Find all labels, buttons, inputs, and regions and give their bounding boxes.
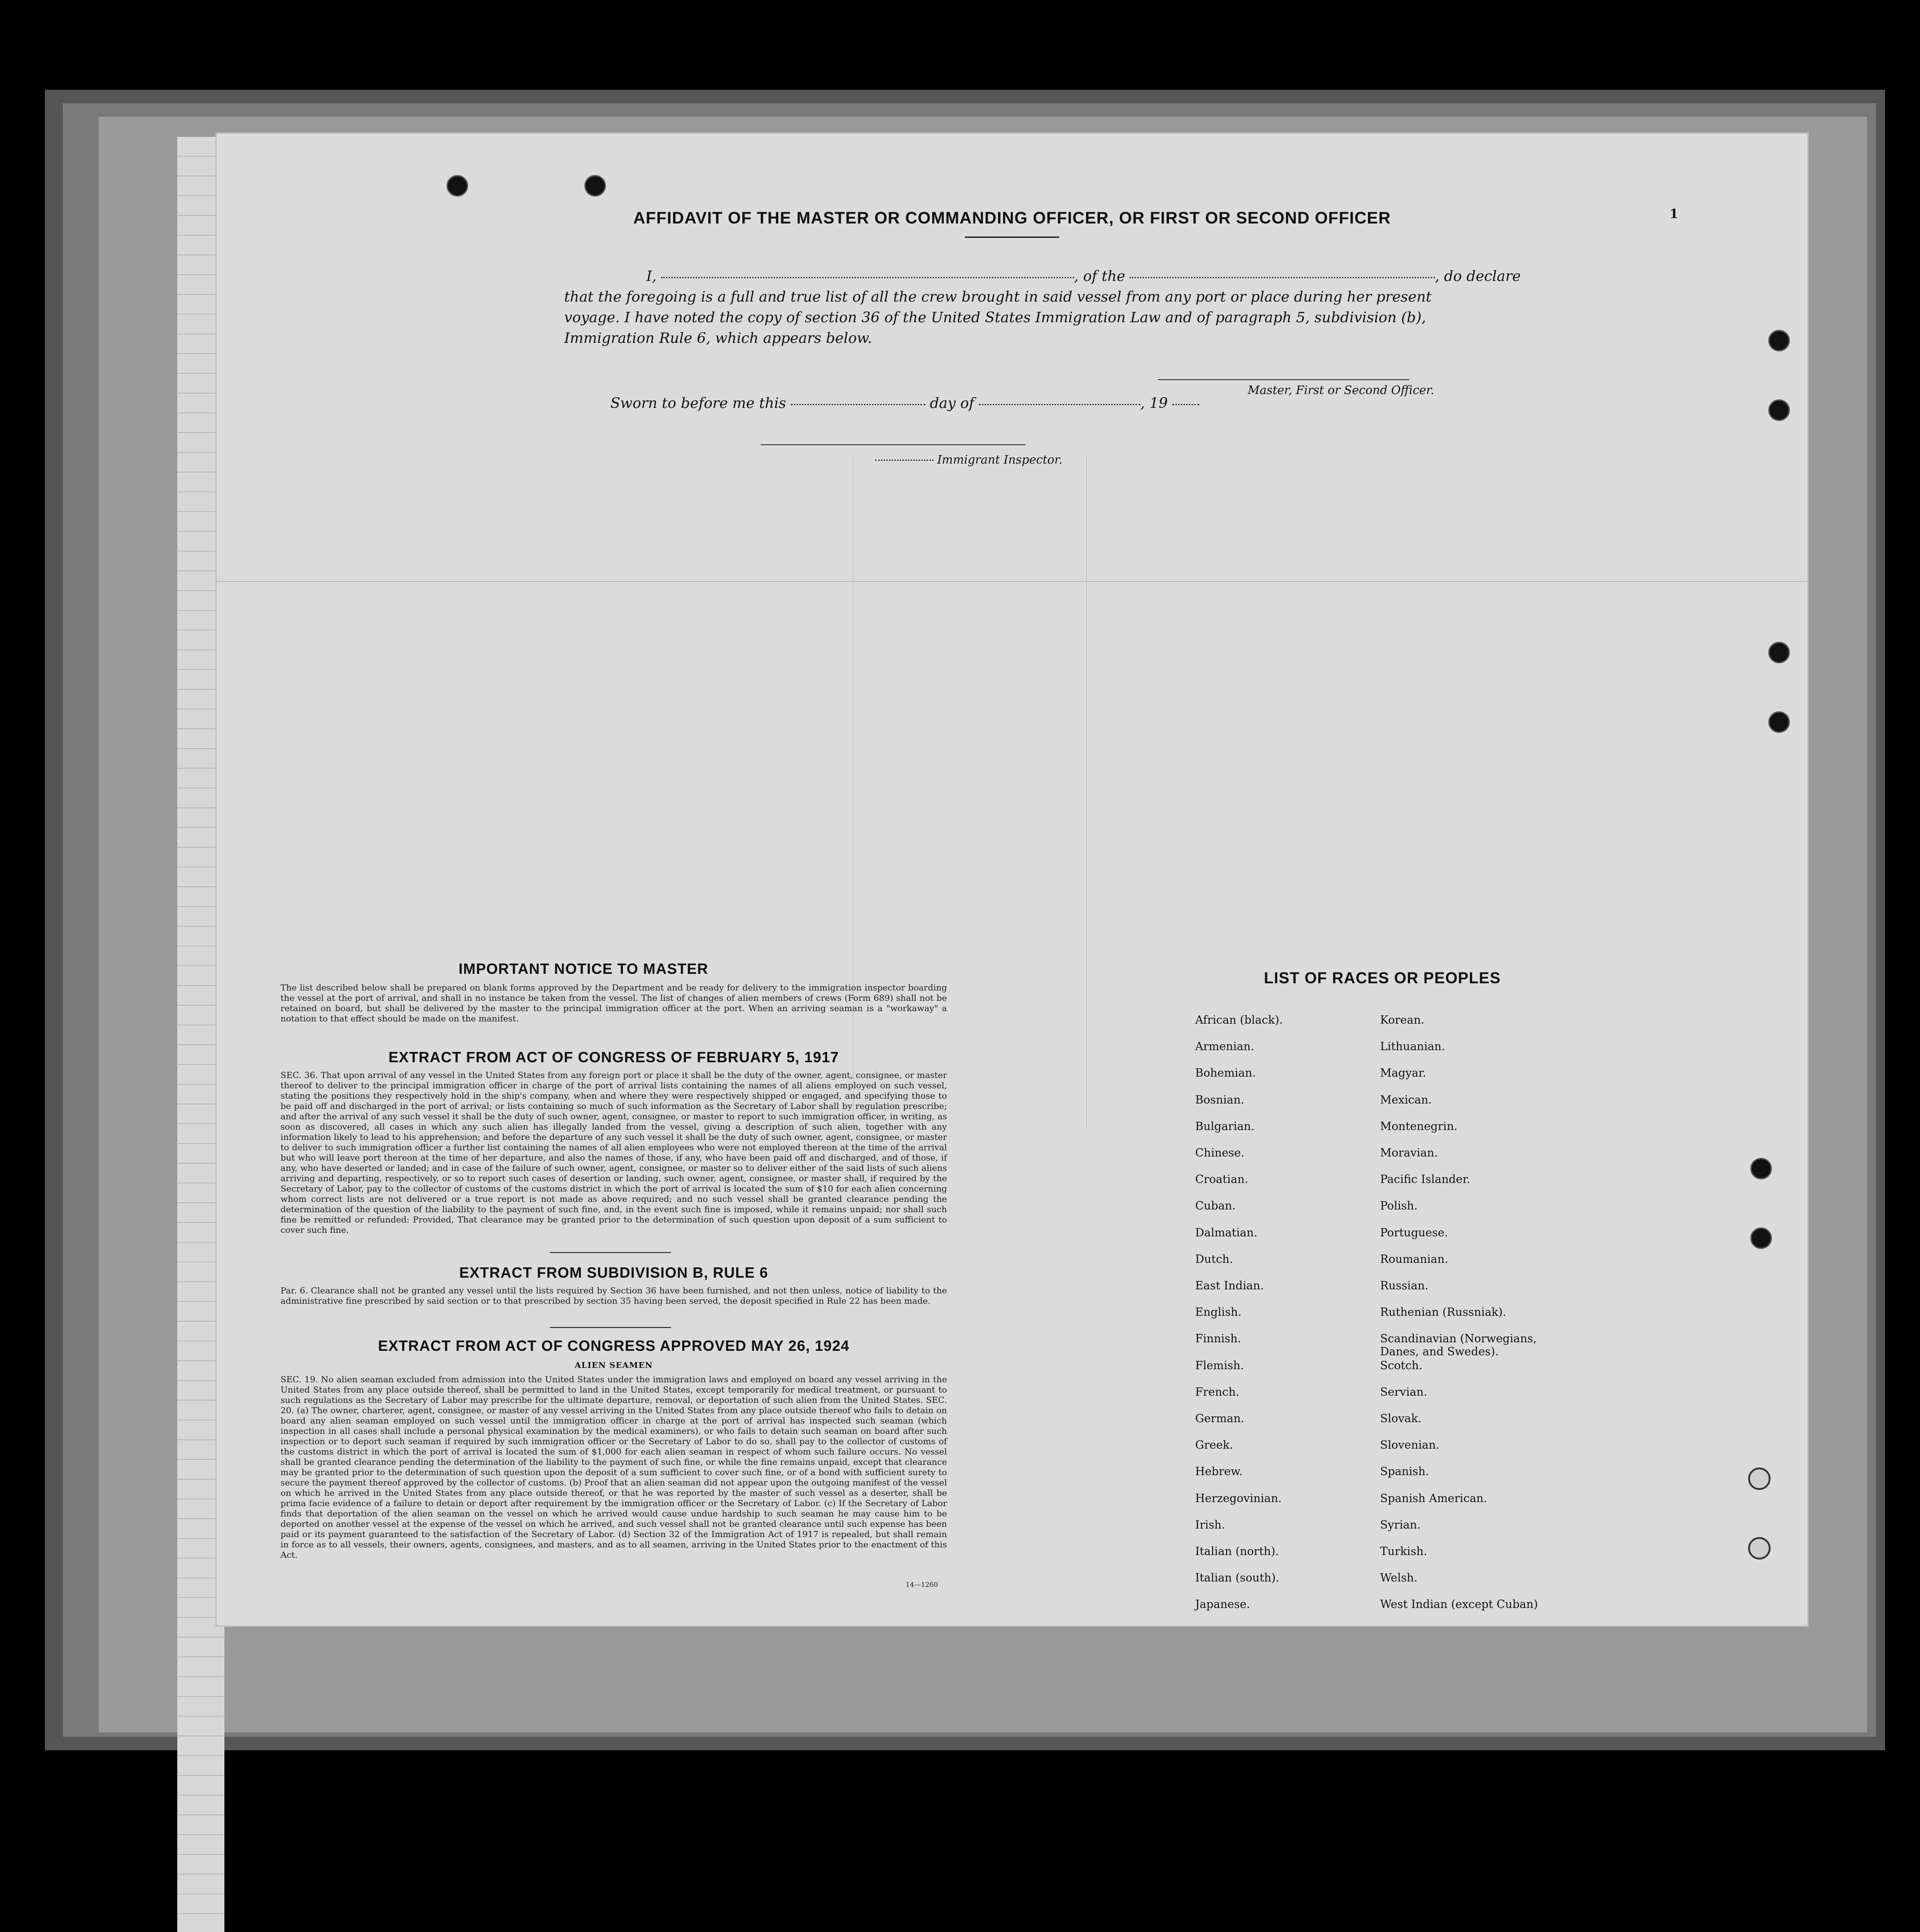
punch-hole [447,175,468,197]
race-item: Flemish. [1195,1358,1244,1372]
sworn-prefix: Sworn to before me this [610,394,786,412]
race-item: Roumanian. [1380,1252,1448,1266]
affidavit-i: I, [646,267,657,285]
race-item: Japanese. [1195,1598,1250,1611]
races-title: LIST OF RACES OR PEOPLES [1264,969,1501,987]
inspector-caption: Immigrant Inspector. [937,453,1063,467]
punch-hole [1748,1468,1771,1490]
race-item: African (black). [1195,1013,1283,1026]
master-signature-line [1158,379,1409,380]
race-item: Italian (north). [1195,1545,1279,1558]
race-item: Magyar. [1380,1066,1426,1080]
race-item: Finnish. [1195,1332,1241,1345]
extract-1917-title: EXTRACT FROM ACT OF CONGRESS OF FEBRUARY 5, 1917 [388,1049,839,1065]
punch-hole [1768,711,1790,733]
race-item: Moravian. [1380,1146,1438,1159]
sworn-day: day of [929,394,974,412]
race-item: East Indian. [1195,1279,1264,1292]
race-item: Montenegrin. [1380,1119,1458,1133]
race-item: Turkish. [1380,1545,1427,1558]
bleed-through-column [853,456,854,1129]
race-item: Spanish. [1380,1465,1429,1478]
punch-hole [1768,642,1790,663]
punch-hole [1768,330,1790,351]
affidavit-declare: , do declare [1435,267,1521,285]
notice-text: The list described below shall be prepared on blank forms approved by the Department and be ready for delivery to the immigration inspector boarding the vessel at the port of arrival, and shall in no instance be taken from the vessel. The list of changes of alien members of crews (Form 689) shall not be retained on board, but shall be delivered by the master to the principal immigration officer at the port. When an arriving seaman is a "workaway" a notation to that effect should be made on the manifest. [281,983,947,1024]
race-item: Herzegovinian. [1195,1491,1282,1505]
bleed-through-line [215,581,1809,582]
race-item: Bulgarian. [1195,1119,1255,1133]
affidavit-line-2: that the foregoing is a full and true list of all the crew brought in said vessel from any port or place during her present [564,288,1432,305]
extract-1924-title: EXTRACT FROM ACT OF CONGRESS APPROVED MAY 26, 1924 [378,1337,850,1354]
race-item: Welsh. [1380,1571,1418,1585]
form-sheet [215,132,1809,1627]
race-item: Pacific Islander. [1380,1173,1470,1186]
race-item: Slovenian. [1380,1438,1440,1452]
punch-hole [1750,1158,1772,1179]
inspector-blank [875,460,934,461]
race-item: Irish. [1195,1518,1225,1531]
race-item: Bohemian. [1195,1066,1256,1080]
race-item: English. [1195,1306,1242,1319]
notice-title: IMPORTANT NOTICE TO MASTER [458,960,709,977]
inspector-signature-line [761,444,1026,445]
race-item: Croatian. [1195,1173,1249,1186]
race-item: Bosnian. [1195,1093,1245,1106]
punch-hole [1768,399,1790,421]
name-blank [661,277,1074,278]
page-number: 1 [1670,206,1679,221]
extract-rule6-title: EXTRACT FROM SUBDIVISION B, RULE 6 [459,1264,768,1281]
punch-hole [584,175,606,197]
race-item: Spanish American. [1380,1491,1487,1505]
race-item: German. [1195,1412,1245,1425]
extract-1924-subtitle: ALIEN SEAMEN [574,1361,653,1370]
affidavit-line-1 [624,266,1679,286]
sworn-day-blank [791,404,925,405]
affidavit-line-4: Immigration Rule 6, which appears below. [564,329,872,346]
race-item: Dalmatian. [1195,1226,1258,1239]
race-item: Lithuanian. [1380,1040,1445,1053]
form-number: 14—1260 [905,1581,938,1589]
race-item: Servian. [1380,1385,1427,1398]
race-item: Armenian. [1195,1040,1254,1053]
race-item: Greek. [1195,1438,1233,1452]
inspector-caption-row [875,453,1062,467]
race-item: Mexican. [1380,1093,1432,1106]
vessel-blank [1130,277,1435,278]
affidavit-title: AFFIDAVIT OF THE MASTER OR COMMANDING OFFICER, OR FIRST OR SECOND OFFICER [633,209,1391,227]
race-item: Portuguese. [1380,1226,1448,1239]
divider [550,1252,671,1253]
race-item: Ruthenian (Russniak). [1380,1306,1507,1319]
race-item: Hebrew. [1195,1465,1243,1478]
race-item: Russian. [1380,1279,1429,1292]
race-item: Chinese. [1195,1146,1245,1159]
race-item: Italian (south). [1195,1571,1280,1585]
race-item: French. [1195,1385,1240,1398]
sworn-month-blank [979,404,1140,405]
affidavit-line-3: voyage. I have noted the copy of section 36 of the United States Immigration Law and of paragraph 5, subdivision (b), [564,309,1426,326]
sworn-line [610,393,1199,413]
sworn-year: , 19 [1140,394,1168,412]
punch-hole [1748,1537,1771,1560]
race-item: Syrian. [1380,1518,1421,1531]
extract-1917-text: SEC. 36. That upon arrival of any vessel in the United States from any foreign port or place it shall be the duty of the owner, agent, consignee, or master thereof to deliver to the principal immigration officer in charge of the port of arrival lists containing the names of all aliens employed on such vessel, stating the positions they respectively hold in the ship's company, when and where they were respectively shipped or engaged, and specifying those to be paid off and discharged in the port of arrival; or lists containing so much of such information as the Secretary of Labor shall by regulation prescribe; and after the arrival of any such vessel it shall be the duty of such owner, agent, consignee, or master to report to such immigration officer, in writing, as soon as discovered, all cases in which any such alien has illegally landed from the vessel, giving a description of such alien, together with any information likely to lead to his apprehension; and before the departure of any such vessel it shall be the duty of such owner, agent, consignee, or master to deliver to such immigration officer a further list containing the names of all alien employees who were not employed thereon at the time of the arrival but who will leave port thereon at the time of her departure, and also the names of those, if any, who have been paid off and discharged, and of those, if any, who have deserted or landed; and in case of the failure of such owner, agent, consignee, or master so to deliver either of the said lists of such aliens arriving and departing, respectively, or so to report such cases of desertion or landing, such owner, agent, consignee, or master shall, if required by the Secretary of Labor, pay to the collector of customs of the customs district in which the port of arrival is located the sum of $10 for each alien concerning whom correct lists are not delivered or a true report is not made as above required; and no such vessel shall be granted clearance pending the determination of the question of the liability to the payment of such fine, and, in the event such fine is imposed, while it remains unpaid; nor shall such fine be remitted or refunded: Provided, That clearance may be granted prior to the determination of such question upon deposit of a sum sufficient to cover such fine. [281,1070,947,1235]
extract-rule6-text: Par. 6. Clearance shall not be granted any vessel until the lists required by Section 36 have been furnished, and not then unless, notice of liability to the administrative fine prescribed by said section or to that prescribed by section 35 having been served, the deposit specified in Rule 22 has been made. [281,1286,947,1306]
sworn-year-blank [1172,404,1199,405]
race-item: Slovak. [1380,1412,1422,1425]
affidavit-of-the: , of the [1074,267,1126,285]
race-item: Korean. [1380,1013,1425,1026]
bleed-through-column [1086,456,1087,1129]
race-item: Cuban. [1195,1199,1236,1213]
race-item: Polish. [1380,1199,1418,1213]
race-item: West Indian (except Cuban) [1380,1598,1538,1611]
race-item: Scandinavian (Norwegians, Danes, and Swedes). [1380,1332,1537,1358]
race-item: Scotch. [1380,1358,1423,1372]
punch-hole [1750,1227,1772,1249]
divider [965,237,1059,238]
race-item: Dutch. [1195,1252,1233,1266]
master-caption: Master, First or Second Officer. [1248,384,1434,397]
divider [550,1327,671,1328]
extract-1924-text: SEC. 19. No alien seaman excluded from admission into the United States under the immigration laws and employed on board any vessel arriving in the United States from any place outside thereof, shall be permitted to land in the United States, except temporarily for medical treatment, or pursuant to such regulations as the Secretary of Labor may prescribe for the ultimate departure, removal, or deportation of such alien from the United States. SEC. 20. (a) The owner, charterer, agent, consignee, or master of any vessel arriving in the United States from any place outside thereof who fails to detain on board any alien seaman employed on such vessel until the immigration officer in charge at the port of arrival has inspected such seaman (which inspection in all cases shall include a personal physical examination by the medical examiners), or who fails to detain such seaman on board after such inspection or to deport such seaman if required by such immigration officer or the Secretary of Labor to do so, shall pay to the collector of customs of the customs district in which the port of arrival is located the sum of $1,000 for each alien seaman in respect of whom such failure occurs. No vessel shall be granted clearance pending the determination of the liability to the payment of such fine, or while the fine remains unpaid, except that clearance may be granted prior to the determination of such question upon the deposit of a sum sufficient to cover such fine, or of a bond with sufficient surety to secure the payment thereof approved by the collector of customs. (b) Proof that an alien seaman did not appear upon the outgoing manifest of the vessel on which he arrived in the United States from any place outside thereof, or that he was reported by the master of such vessel as a deserter, shall be prima facie evidence of a failure to detain or deport after requirement by the immigration officer or the Secretary of Labor. (c) If the Secretary of Labor finds that deportation of the alien seaman on the vessel on which he arrived would cause undue hardship to such seaman he may cause him to be deported on another vessel at the expense of the vessel on which he arrived, and such vessel shall not be granted clearance until such expense has been paid or its payment guaranteed to the satisfaction of the Secretary of Labor. (d) Section 32 of the Immigration Act of 1917 is repealed, but shall remain in force as to all vessels, their owners, agents, consignees, and masters, and as to all seamen, arriving in the United States prior to the enactment of this Act. [281,1375,947,1560]
